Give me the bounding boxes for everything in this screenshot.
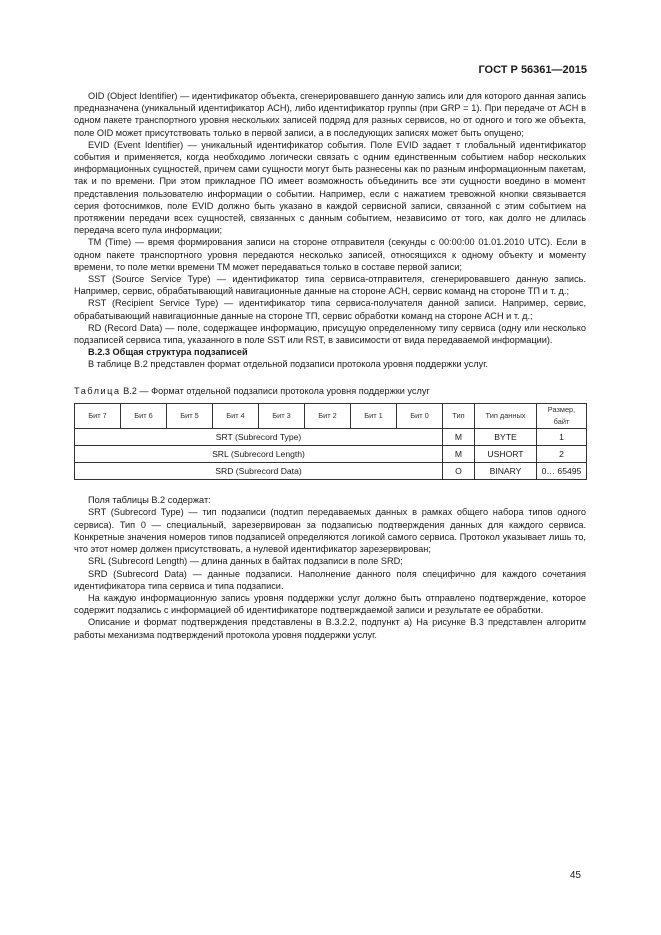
- paragraph-rd: RD (Record Data) — поле, содержащее информацию, присущую определенному типу сервиса (одну или несколько подзаписей сервиса типа, указанного в поле SST или RST, в зависимости от вида передаваемой информации).: [74, 322, 586, 346]
- header-cell: Бит 0: [397, 403, 443, 428]
- type-cell: O: [443, 463, 475, 480]
- size-cell: 1: [537, 429, 587, 446]
- header-cell: Тип: [443, 403, 475, 428]
- header-cell: Бит 2: [305, 403, 351, 428]
- data-type-cell: BINARY: [475, 463, 537, 480]
- paragraph-srl: SRL (Subrecord Length) — длина данных в байтах подзаписи в поле SRD;: [88, 556, 403, 567]
- body-text: [74, 90, 586, 641]
- paragraph-confirmation: На каждую информационную запись уровня поддержки услуг должно быть отправлено подтверждение, которое содержит подзапись с информацией об идентификаторе подтверждаемой записи и результате ее обработки.: [74, 592, 586, 616]
- paragraph-rst: RST (Recipient Service Type) — идентификатор типа сервиса-получателя данной записи. Например, сервис, обрабатывающий навигационные данные на стороне ТП, сервис обработки команд на стороне АСН и т. д.;: [74, 298, 586, 321]
- paragraph-srt: SRT (Subrecord Type) — тип подзаписи (подтип передаваемых данных в рамках общего набора типов одного сервиса). Тип 0 — специальный, зарезервирован за подзаписью подтверждения данных для каждого сервиса. Конкретные значения номеров типов подзаписей определяются логикой самого сервиса. Протокол указывает лишь то, что этот номер должен присутствовать, а нулевой идентификатор зарезервирован;: [74, 507, 586, 555]
- page-number: 45: [569, 870, 581, 881]
- paragraph-evid: EVID (Event Identifier) — уникальный идентификатор события. Поле EVID задает т глобальный идентификатор события и применяется, когда необходимо логически связать с одним единственным событием набор нескольких информационных сущностей, причем сами сущности могут быть разнесены как по разным информационным пакетам, так и по времени. При этом прикладное ПО имеет возможность объединить все эти сущности воедино в момент представления пользователю информации о событии. Например, если с нажатием тревожной кнопки связывается серия фотоснимков, поле EVID должно быть указано в каждой сервисной записи, связанной с этим событием на протяжении передачи всех сущностей, связанных с данным событием, независимо от того, как долго не длилась передача всего пула информации;: [74, 139, 586, 236]
- table-header-row: [75, 403, 587, 428]
- header-cell: Тип данных: [475, 403, 537, 428]
- header-cell: Бит 6: [121, 403, 167, 428]
- field-cell: SRL (Subrecord Length): [75, 446, 443, 463]
- paragraph-sst: SST (Source Service Type) — идентификатор типа сервиса-отправителя, сгенерировавшего данную запись. Например, сервис, обрабатывающий навигационные данные на стороне АСН, сервис команд на стороне ТП и т. д.;: [74, 274, 586, 297]
- paragraph-oid: OID (Object Identifier) — идентификатор объекта, сгенерировавшего данную запись или для которого данная запись предназначена (уникальный идентификатор АСН), либо идентификатор группы (при GRP = 1). При передаче от АСН в одном пакете транспортного уровня нескольких записей подряд для разных сервисов, но от одного и того же объекта, поле OID может присутствовать только в первой записи, а в последующих записях может быть опущено;: [74, 91, 586, 138]
- header-cell: Бит 1: [351, 403, 397, 428]
- header-cell: Бит 5: [167, 403, 213, 428]
- field-cell: SRD (Subrecord Data): [75, 463, 443, 480]
- table-row: [75, 446, 587, 463]
- field-cell: SRT (Subrecord Type): [75, 429, 443, 446]
- section-heading: В.2.3 Общая структура подзаписей: [88, 347, 248, 358]
- type-cell: M: [443, 429, 475, 446]
- standard-code: ГОСТ Р 56361—2015: [478, 64, 587, 76]
- data-type-cell: BYTE: [475, 429, 537, 446]
- paragraph-table-fields: Поля таблицы В.2 содержат:: [88, 495, 211, 506]
- header-cell: Бит 7: [75, 403, 121, 428]
- header-cell: Бит 3: [259, 403, 305, 428]
- header-cell: Бит 4: [213, 403, 259, 428]
- size-cell: 0… 65495: [537, 463, 587, 480]
- table-caption-text: В.2 — Формат отдельной подзаписи протокола уровня поддержки услуг: [120, 385, 430, 396]
- subrecord-format-table: [74, 403, 587, 480]
- size-cell: 2: [537, 446, 587, 463]
- type-cell: M: [443, 446, 475, 463]
- table-row: [75, 463, 587, 480]
- paragraph-tm: TM (Time) — время формирования записи на стороне отправителя (секунды с 00:00:00 01.01.2010 UTC). Если в одном пакете транспортного уровня передаются несколько записей, относящихся к одному объекту и моменту времени, то поле метки времени TM может передаваться только в составе первой записи;: [74, 237, 586, 272]
- table-caption: [74, 385, 586, 397]
- table-caption-label: Таблица: [74, 385, 121, 396]
- table-row: [75, 429, 587, 446]
- header-cell: Размер, байт: [537, 403, 587, 428]
- section-intro: В таблице В.2 представлен формат отдельной подзаписи протокола уровня поддержки услуг.: [88, 359, 488, 370]
- paragraph-description: Описание и формат подтверждения представлены в В.3.2.2, подпункт а) На рисунке В.3 представлен алгоритм работы механизма подтверждений протокола уровня поддержки услуг.: [74, 617, 586, 640]
- paragraph-srd: SRD (Subrecord Data) — данные подзаписи. Наполнение данного поля специфично для каждого сочетания идентификатора типа сервиса и типа подзаписи.: [74, 568, 586, 591]
- data-type-cell: USHORT: [475, 446, 537, 463]
